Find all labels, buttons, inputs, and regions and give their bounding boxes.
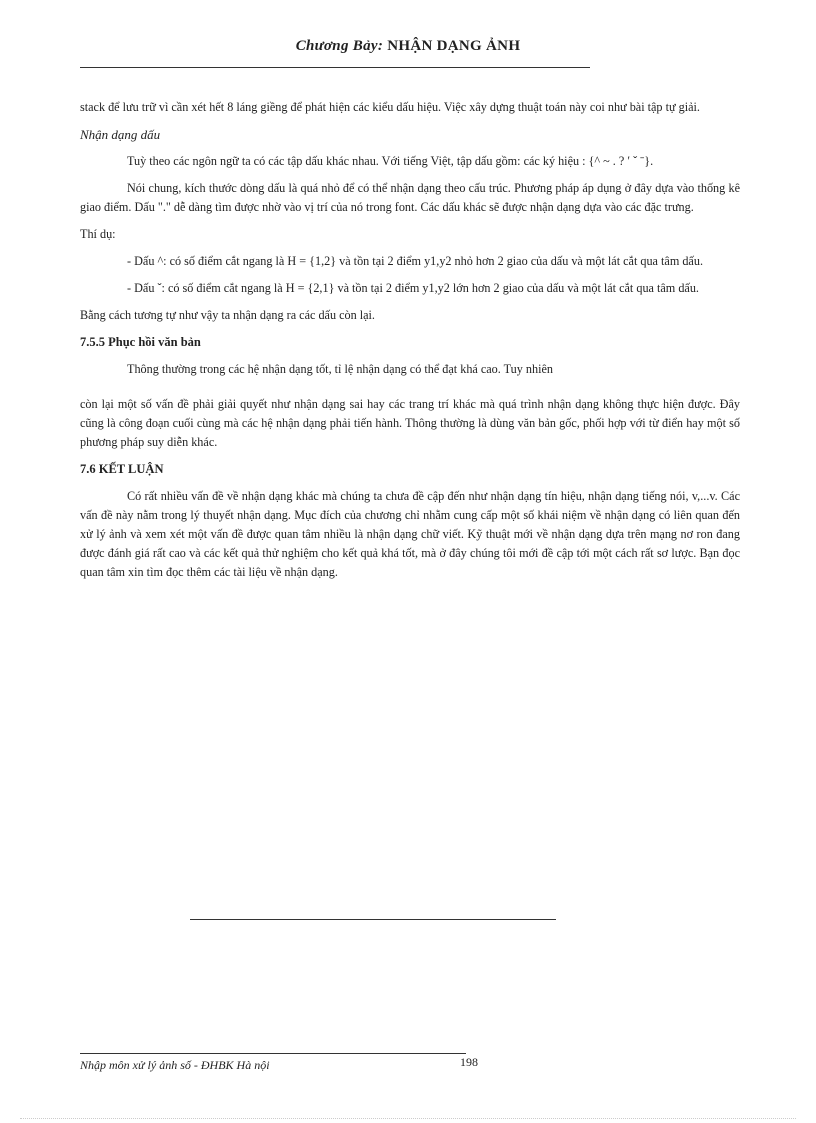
page-edge-dots	[20, 1118, 796, 1119]
paragraph-3: Bằng cách tương tự như vậy ta nhận dạng ra các dấu còn lại.	[80, 308, 375, 322]
section-heading-755: 7.5.5 Phục hồi văn bản	[80, 335, 201, 349]
paragraph-2: Nói chung, kích thước dòng dấu là quá nhỏ để có thể nhận dạng theo cấu trúc. Phương pháp áp dụng ở đây dựa vào thống kê giao điểm. Dấu "." dễ dàng tìm được nhờ vào vị trí của nó trong font. Các dấu khác sẽ được nhận dạng dựa vào các đặc trưng.	[80, 181, 740, 214]
page-number: 198	[460, 1055, 478, 1069]
footer-rule	[80, 1053, 466, 1054]
example-1: - Dấu ^: có số điểm cắt ngang là H = {1,2} và tồn tại 2 điểm y1,y2 nhỏ hơn 2 giao của dấu và một lát cắt qua tâm dấu.	[127, 254, 703, 268]
page-body	[80, 98, 740, 590]
subheading-dau: Nhận dạng dấu	[80, 127, 161, 142]
paragraph-4: Thông thường trong các hệ nhận dạng tốt, tỉ lệ nhận dạng có thể đạt khá cao. Tuy nhiên	[127, 362, 553, 376]
footer-course: Nhập môn xử lý ảnh số - ĐHBK Hà nội	[80, 1058, 270, 1072]
paragraph-5: còn lại một số vấn đề phải giải quyết như nhận dạng sai hay các trang trí khác mà quá trình nhận dạng không thực hiện được. Đây cũng là công đoạn cuối cùng mà các hệ nhận dạng phải tiến hành. Thông thường là dùng văn bản gốc, phối hợp với từ điển hay một số phương pháp suy diễn khác.	[80, 397, 740, 449]
header-rule	[80, 67, 590, 68]
paragraph-0: stack để lưu trữ vì cần xét hết 8 láng giềng để phát hiện các kiểu dấu hiệu. Việc xây dựng thuật toán này coi như bài tập tự giải.	[80, 100, 700, 114]
example-2: - Dấu ˇ: có số điểm cắt ngang là H = {2,1} và tồn tại 2 điểm y1,y2 lớn hơn 2 giao của dấu và một lát cắt qua tâm dấu.	[127, 281, 699, 295]
paragraph-6: Có rất nhiều vấn đề về nhận dạng khác mà chúng ta chưa đề cập đến như nhận dạng tín hiệu, nhận dạng tiếng nói, v,...v. Các vấn đề này nằm trong lý thuyết nhận dạng. Mục đích của chương chỉ nhằm cung cấp một số khái niệm về nhận dạng có liên quan đến xử lý ảnh và xem xét một vấn đề được quan tâm nhiều là nhận dạng chữ viết. Kỹ thuật mới về nhận dạng dựa trên mạng nơ ron đang được đánh giá rất cao và các kết quả thử nghiệm cho kết quả khá tốt, mà ở đây chúng tôi mới đề cập tới một cách rất sơ lược. Bạn đọc quan tâm xin tìm đọc thêm các tài liệu về nhận dạng.	[80, 489, 740, 579]
chapter-label: Chương Bảy:	[295, 38, 384, 54]
chapter-title: NHẬN DẠNG ẢNH	[387, 38, 521, 54]
separator-rule	[190, 919, 556, 920]
paragraph-1: Tuỳ theo các ngôn ngữ ta có các tập dấu khác nhau. Với tiếng Việt, tập dấu gồm: các ký hiệu : {^ ~ . ? ʹ ˇ ˉ}.	[127, 154, 654, 168]
section-heading-76: 7.6 KẾT LUẬN	[80, 462, 164, 476]
example-label: Thí dụ:	[80, 227, 116, 241]
page-header	[0, 38, 816, 55]
